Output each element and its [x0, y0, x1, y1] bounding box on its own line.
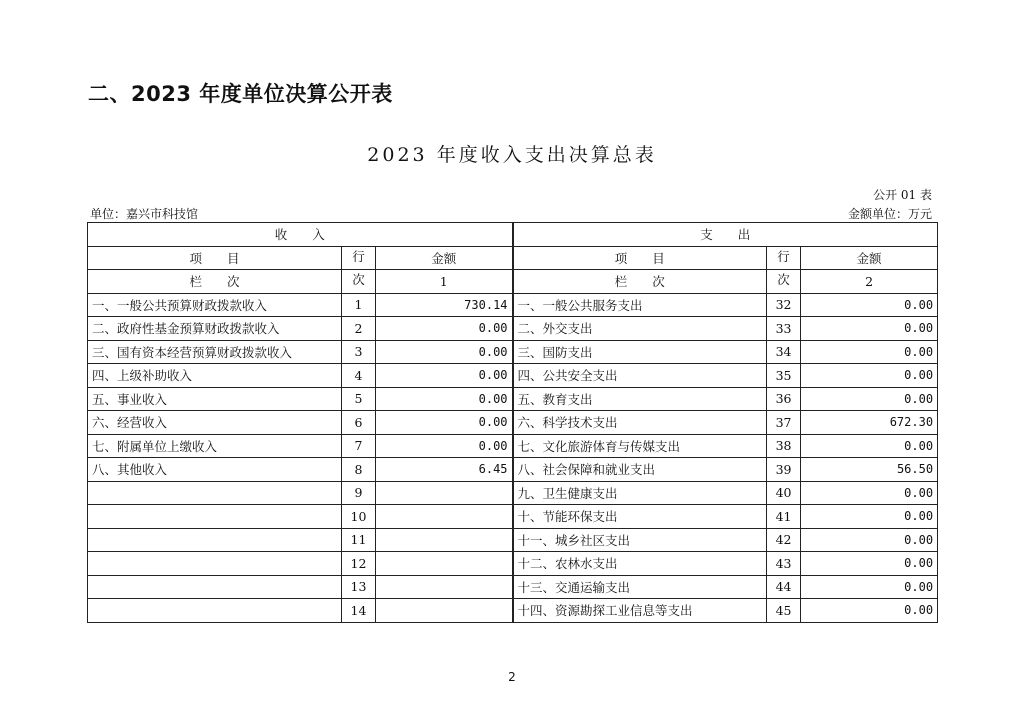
expense-amount: 0.00: [801, 293, 938, 317]
income-amount: 0.00: [376, 411, 513, 435]
income-amount: 730.14: [376, 293, 513, 317]
income-amount: 0.00: [376, 317, 513, 341]
table-row: [88, 293, 938, 317]
income-row-number: 11: [342, 528, 376, 552]
income-row-number: 5: [342, 387, 376, 411]
expense-row-number: 38: [767, 434, 801, 458]
expense-amount: 0.00: [801, 387, 938, 411]
expense-row-number: 40: [767, 481, 801, 505]
expense-amount: 0.00: [801, 599, 938, 623]
expense-amount: 0.00: [801, 575, 938, 599]
income-amount: 6.45: [376, 458, 513, 482]
income-amount: [376, 528, 513, 552]
income-item-label: [88, 552, 342, 576]
expense-item-label: 五、教育支出: [513, 387, 767, 411]
table-row: [88, 599, 938, 623]
income-item-label: [88, 575, 342, 599]
expense-amount-header: 金额: [801, 246, 938, 270]
expense-row-number: 34: [767, 340, 801, 364]
income-row-number: 4: [342, 364, 376, 388]
income-row-number: 2: [342, 317, 376, 341]
expense-ci-label: 次: [767, 270, 801, 294]
table-row: [88, 364, 938, 388]
income-item-label: 八、其他收入: [88, 458, 342, 482]
income-row-number: 12: [342, 552, 376, 576]
income-amount: [376, 481, 513, 505]
income-item-label: 五、事业收入: [88, 387, 342, 411]
expense-amount: 0.00: [801, 528, 938, 552]
expense-row-number: 37: [767, 411, 801, 435]
income-row-number: 9: [342, 481, 376, 505]
expense-item-label: 二、外交支出: [513, 317, 767, 341]
income-row-number: 1: [342, 293, 376, 317]
table-row: [88, 434, 938, 458]
expense-row-number: 45: [767, 599, 801, 623]
income-item-label: [88, 528, 342, 552]
expense-amount: 0.00: [801, 552, 938, 576]
table-row: [88, 340, 938, 364]
header-row-sections: [88, 223, 938, 247]
table-row: [88, 552, 938, 576]
header-row-columns: [88, 246, 938, 270]
expense-item-label: 四、公共安全支出: [513, 364, 767, 388]
income-row-number: 3: [342, 340, 376, 364]
expense-row-number: 43: [767, 552, 801, 576]
expense-item-label: 十三、交通运输支出: [513, 575, 767, 599]
table-row: [88, 575, 938, 599]
expense-amount: 0.00: [801, 340, 938, 364]
income-amount-header: 金额: [376, 246, 513, 270]
expense-item-label: 十二、农林水支出: [513, 552, 767, 576]
table-row: [88, 387, 938, 411]
income-amount: [376, 505, 513, 529]
form-number: 公开 01 表: [873, 188, 932, 202]
header-row-column-numbers: [88, 270, 938, 294]
income-column-label: 栏 次: [88, 270, 342, 294]
income-row-header: 行: [342, 246, 376, 270]
expense-item-label: 一、一般公共服务支出: [513, 293, 767, 317]
expense-item-label: 十一、城乡社区支出: [513, 528, 767, 552]
expense-row-number: 42: [767, 528, 801, 552]
expense-row-number: 36: [767, 387, 801, 411]
expense-row-header: 行: [767, 246, 801, 270]
expense-item-header: 项 目: [513, 246, 767, 270]
income-item-label: 七、附属单位上缴收入: [88, 434, 342, 458]
income-ci-label: 次: [342, 270, 376, 294]
income-item-label: [88, 599, 342, 623]
table-row: [88, 481, 938, 505]
income-row-number: 10: [342, 505, 376, 529]
income-header: 收 入: [88, 223, 513, 247]
expense-amount: 672.30: [801, 411, 938, 435]
expense-row-number: 33: [767, 317, 801, 341]
table-row: [88, 528, 938, 552]
expense-amount: 56.50: [801, 458, 938, 482]
expense-item-label: 九、卫生健康支出: [513, 481, 767, 505]
income-item-label: 一、一般公共预算财政拨款收入: [88, 293, 342, 317]
expense-amount: 0.00: [801, 505, 938, 529]
income-item-label: [88, 481, 342, 505]
table-row: [88, 411, 938, 435]
expense-item-label: 十四、资源勘探工业信息等支出: [513, 599, 767, 623]
income-row-number: 6: [342, 411, 376, 435]
expense-amount: 0.00: [801, 481, 938, 505]
expense-item-label: 七、文化旅游体育与传媒支出: [513, 434, 767, 458]
table-row: [88, 458, 938, 482]
expense-column-number: 2: [801, 270, 938, 294]
income-item-label: 四、上级补助收入: [88, 364, 342, 388]
page-number: 2: [508, 670, 516, 684]
income-expense-table: [87, 222, 938, 623]
income-amount: 0.00: [376, 340, 513, 364]
income-column-number: 1: [376, 270, 513, 294]
expense-row-number: 32: [767, 293, 801, 317]
expense-amount: 0.00: [801, 434, 938, 458]
expense-header: 支 出: [513, 223, 938, 247]
unit-name: 单位：嘉兴市科技馆: [90, 207, 199, 221]
income-amount: [376, 552, 513, 576]
income-row-number: 7: [342, 434, 376, 458]
income-amount: [376, 575, 513, 599]
expense-item-label: 三、国防支出: [513, 340, 767, 364]
table-row: [88, 505, 938, 529]
expense-amount: 0.00: [801, 317, 938, 341]
table-title: 2023 年度收入支出决算总表: [367, 144, 657, 166]
expense-row-number: 39: [767, 458, 801, 482]
expense-row-number: 44: [767, 575, 801, 599]
expense-amount: 0.00: [801, 364, 938, 388]
income-amount: 0.00: [376, 387, 513, 411]
income-item-label: 三、国有资本经营预算财政拨款收入: [88, 340, 342, 364]
expense-item-label: 八、社会保障和就业支出: [513, 458, 767, 482]
income-item-label: 二、政府性基金预算财政拨款收入: [88, 317, 342, 341]
income-item-label: 六、经营收入: [88, 411, 342, 435]
income-row-number: 8: [342, 458, 376, 482]
income-row-number: 14: [342, 599, 376, 623]
income-row-number: 13: [342, 575, 376, 599]
income-item-label: [88, 505, 342, 529]
income-amount: [376, 599, 513, 623]
income-item-header: 项 目: [88, 246, 342, 270]
section-heading: 二、2023 年度单位决算公开表: [88, 82, 393, 106]
expense-row-number: 35: [767, 364, 801, 388]
expense-column-label: 栏 次: [513, 270, 767, 294]
income-amount: 0.00: [376, 364, 513, 388]
expense-item-label: 六、科学技术支出: [513, 411, 767, 435]
income-amount: 0.00: [376, 434, 513, 458]
table-row: [88, 317, 938, 341]
amount-unit: 金额单位：万元: [847, 207, 932, 221]
expense-item-label: 十、节能环保支出: [513, 505, 767, 529]
expense-row-number: 41: [767, 505, 801, 529]
